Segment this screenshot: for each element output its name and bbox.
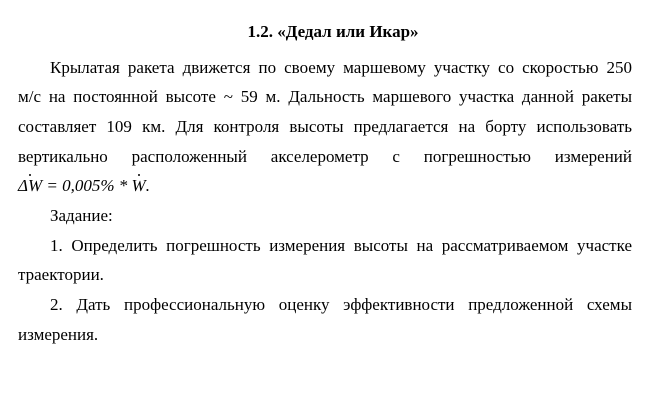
paragraph1-line4: вертикально расположенный акселерометр с погрешностью измерений bbox=[18, 147, 632, 166]
task2-line2: измерения. bbox=[18, 325, 99, 344]
formula-w: W bbox=[132, 173, 146, 199]
paragraph1-line2: м/с на постоянной высоте ~ 59 м. Дальность маршевого участка данной ракеты bbox=[18, 87, 632, 106]
paragraph1-line3: составляет 109 км. Для контроля высоты предлагается на борту использовать bbox=[18, 117, 632, 136]
task1-line1: 1. Определить погрешность измерения высоты на рассматриваемом участке bbox=[50, 236, 632, 255]
formula-end: . bbox=[145, 176, 150, 195]
task1-line2: траектории. bbox=[18, 265, 104, 284]
formula-delta-w: ΔW bbox=[18, 173, 42, 199]
error-formula bbox=[18, 173, 632, 199]
formula-middle: = 0,005% * bbox=[42, 176, 132, 195]
task2-line1: 2. Дать профессиональную оценку эффективности предложенной схемы bbox=[50, 295, 632, 314]
paragraph1-line1: Крылатая ракета движется по своему маршевому участку со скоростью 250 bbox=[50, 58, 632, 77]
section-title: 1.2. «Дедал или Икар» bbox=[247, 22, 419, 41]
task-label: Задание: bbox=[50, 206, 113, 225]
